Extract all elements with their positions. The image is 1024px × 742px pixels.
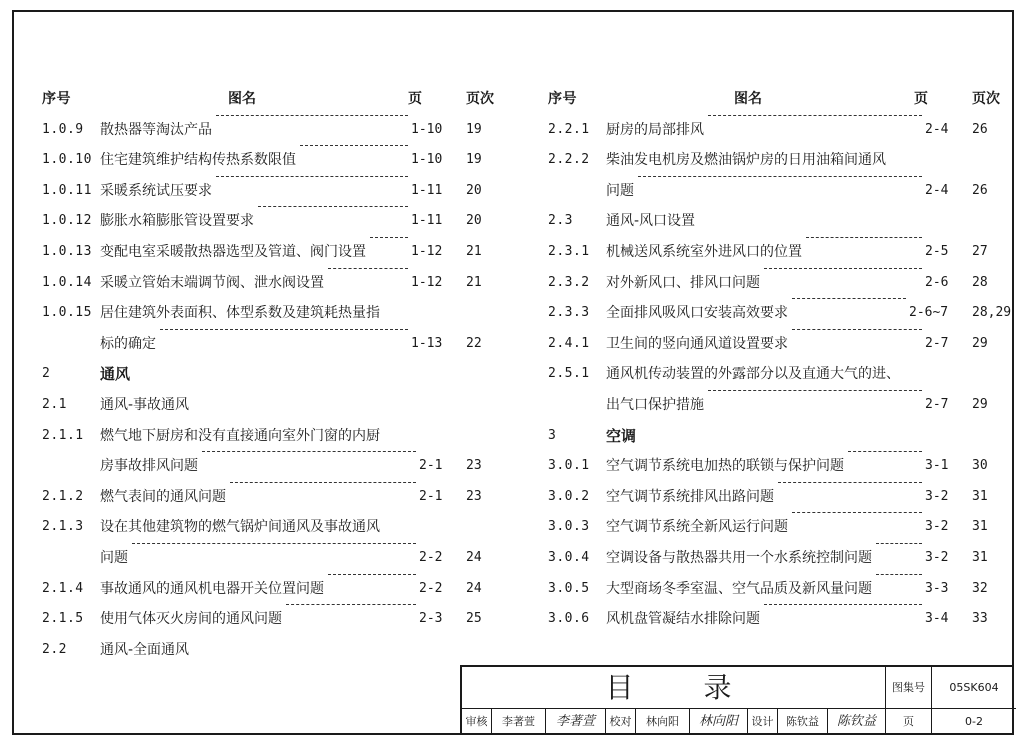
entry-page-no: 31 bbox=[972, 549, 988, 565]
sheet-title: 目录 bbox=[462, 667, 886, 709]
entry-number: 2.4.1 bbox=[548, 335, 590, 351]
dot-leader bbox=[778, 482, 922, 483]
entry-number: 2.3.1 bbox=[548, 243, 590, 259]
reviewer-name: 李著萱 bbox=[492, 709, 546, 735]
entry-page-no: 20 bbox=[466, 182, 482, 198]
toc-entry bbox=[38, 329, 508, 360]
page-label: 页 bbox=[886, 709, 932, 735]
entry-page: 2-2 bbox=[419, 580, 443, 596]
toc-entry bbox=[38, 421, 508, 452]
entry-title: 事故通风的通风机电器开关位置问题 bbox=[100, 580, 324, 597]
entry-page: 3-2 bbox=[925, 519, 949, 535]
entry-number: 2.1.1 bbox=[42, 427, 84, 443]
entry-title: 通风-事故通风 bbox=[100, 396, 190, 413]
toc-entry bbox=[544, 298, 1014, 329]
entry-title: 对外新风口、排风口问题 bbox=[606, 274, 760, 291]
designer-name: 陈钦益 bbox=[778, 709, 828, 735]
entry-number: 3.0.3 bbox=[548, 519, 590, 535]
toc-entry bbox=[544, 176, 1014, 207]
header-page: 页 bbox=[408, 91, 422, 107]
entry-number: 2.2.2 bbox=[548, 152, 590, 168]
entry-number: 2.1 bbox=[42, 396, 67, 412]
dot-leader bbox=[160, 329, 408, 330]
dot-leader bbox=[764, 268, 922, 269]
toc-entry bbox=[38, 145, 508, 176]
entry-page: 3-3 bbox=[925, 580, 949, 596]
toc-entry bbox=[38, 512, 508, 543]
entry-number: 1.0.9 bbox=[42, 121, 84, 137]
entry-title: 采暖系统试压要求 bbox=[100, 182, 212, 199]
entry-page-no: 22 bbox=[466, 335, 482, 351]
entry-title: 使用气体灭火房间的通风问题 bbox=[100, 611, 282, 628]
toc-entry bbox=[544, 390, 1014, 421]
review-label: 审核 bbox=[462, 709, 492, 735]
toc-entry bbox=[544, 329, 1014, 360]
toc-entry bbox=[544, 512, 1014, 543]
toc-entry bbox=[544, 145, 1014, 176]
dot-leader bbox=[876, 574, 922, 575]
entry-title: 空气调节系统排风出路问题 bbox=[606, 488, 774, 505]
entry-page-no: 26 bbox=[972, 121, 988, 137]
entry-page-no: 24 bbox=[466, 580, 482, 596]
entry-title: 房事故排风问题 bbox=[100, 458, 198, 475]
toc-entry bbox=[544, 237, 1014, 268]
entry-number: 1.0.11 bbox=[42, 182, 92, 198]
entry-title: 空调 bbox=[606, 426, 637, 445]
entry-number: 2.3.2 bbox=[548, 274, 590, 290]
toc-entry bbox=[38, 268, 508, 299]
dot-leader bbox=[370, 237, 408, 238]
entry-page-no: 33 bbox=[972, 611, 988, 627]
entry-title: 柴油发电机房及燃油锅炉房的日用油箱间通风 bbox=[606, 152, 886, 169]
design-label: 设计 bbox=[748, 709, 778, 735]
entry-page: 3-2 bbox=[925, 488, 949, 504]
entry-title: 厨房的局部排风 bbox=[606, 121, 704, 138]
toc-entry bbox=[38, 604, 508, 635]
entry-title: 出气口保护措施 bbox=[606, 396, 704, 413]
toc-entry bbox=[38, 543, 508, 574]
toc-entry bbox=[38, 390, 508, 421]
entry-title: 标的确定 bbox=[100, 335, 156, 352]
entry-title: 全面排风吸风口安装高效要求 bbox=[606, 305, 788, 322]
entry-page-no: 29 bbox=[972, 335, 988, 351]
entry-page: 2-7 bbox=[925, 396, 949, 412]
toc-entry bbox=[38, 206, 508, 237]
entry-number: 1.0.10 bbox=[42, 152, 92, 168]
entry-page: 1-10 bbox=[411, 121, 443, 137]
entry-number: 2.1.3 bbox=[42, 519, 84, 535]
entry-title: 通风-全面通风 bbox=[100, 641, 190, 658]
toc-entry bbox=[544, 115, 1014, 146]
entry-page-no: 23 bbox=[466, 488, 482, 504]
entry-page: 2-6 bbox=[925, 274, 949, 290]
entry-page: 2-4 bbox=[925, 182, 949, 198]
entry-title: 空气调节系统全新风运行问题 bbox=[606, 519, 788, 536]
entry-page: 2-4 bbox=[925, 121, 949, 137]
dot-leader bbox=[876, 543, 922, 544]
entry-page-no: 24 bbox=[466, 549, 482, 565]
toc-entry bbox=[544, 268, 1014, 299]
entry-page: 1-13 bbox=[411, 335, 443, 351]
entry-page: 1-12 bbox=[411, 243, 443, 259]
toc-entry bbox=[544, 359, 1014, 390]
reviewer-signature: 李著萱 bbox=[546, 709, 606, 735]
entry-page-no: 29 bbox=[972, 396, 988, 412]
entry-page-no: 25 bbox=[466, 611, 482, 627]
entry-page: 3-2 bbox=[925, 549, 949, 565]
entry-number: 2.1.5 bbox=[42, 611, 84, 627]
atlas-number: 05SK604 bbox=[932, 667, 1016, 709]
entry-title: 居住建筑外表面积、体型系数及建筑耗热量指 bbox=[100, 305, 380, 322]
entry-title: 大型商场冬季室温、空气品质及新风量问题 bbox=[606, 580, 872, 597]
toc-entry bbox=[38, 574, 508, 605]
title-block bbox=[460, 665, 1014, 735]
entry-page-no: 19 bbox=[466, 121, 482, 137]
toc-entry bbox=[544, 604, 1014, 635]
entry-page-no: 26 bbox=[972, 182, 988, 198]
entry-page-no: 19 bbox=[466, 152, 482, 168]
header-page-no: 页次 bbox=[466, 91, 494, 107]
entry-number: 2.1.4 bbox=[42, 580, 84, 596]
entry-page: 2-5 bbox=[925, 243, 949, 259]
entry-title: 空调设备与散热器共用一个水系统控制问题 bbox=[606, 549, 872, 566]
check-label: 校对 bbox=[606, 709, 636, 735]
entry-number: 3.0.6 bbox=[548, 611, 590, 627]
entry-page-no: 28 bbox=[972, 274, 988, 290]
entry-page-no: 28,29 bbox=[972, 305, 1012, 321]
entry-title: 通风-风口设置 bbox=[606, 213, 696, 230]
entry-title: 问题 bbox=[100, 549, 128, 566]
dot-leader bbox=[286, 604, 416, 605]
entry-page: 1-10 bbox=[411, 152, 443, 168]
dot-leader bbox=[708, 115, 922, 116]
entry-title: 设在其他建筑物的燃气锅炉间通风及事故通风 bbox=[100, 519, 380, 536]
toc-entry bbox=[544, 206, 1014, 237]
toc-entry bbox=[38, 482, 508, 513]
toc-entry bbox=[544, 543, 1014, 574]
entry-page-no: 21 bbox=[466, 243, 482, 259]
toc-entry bbox=[544, 421, 1014, 452]
entry-title: 卫生间的竖向通风道设置要求 bbox=[606, 335, 788, 352]
toc-entry bbox=[38, 359, 508, 390]
entry-page: 1-11 bbox=[411, 182, 443, 198]
dot-leader bbox=[230, 482, 416, 483]
dot-leader bbox=[216, 176, 408, 177]
entry-page: 1-12 bbox=[411, 274, 443, 290]
checker-name: 林向阳 bbox=[636, 709, 690, 735]
entry-number: 1.0.14 bbox=[42, 274, 92, 290]
entry-page-no: 23 bbox=[466, 458, 482, 474]
header-name: 图名 bbox=[734, 91, 762, 107]
header-page: 页 bbox=[914, 91, 928, 107]
entry-number: 3.0.1 bbox=[548, 458, 590, 474]
checker-signature: 林向阳 bbox=[690, 709, 748, 735]
entry-number: 1.0.15 bbox=[42, 305, 92, 321]
dot-leader bbox=[300, 145, 408, 146]
page-number: 0-2 bbox=[965, 715, 983, 728]
entry-page-no: 31 bbox=[972, 488, 988, 504]
dot-leader bbox=[132, 543, 416, 544]
toc-header bbox=[38, 84, 508, 115]
entry-page: 2-6~7 bbox=[909, 305, 949, 321]
entry-title: 变配电室采暖散热器选型及管道、阀门设置 bbox=[100, 243, 366, 260]
entry-number: 2.1.2 bbox=[42, 488, 84, 504]
dot-leader bbox=[792, 512, 922, 513]
entry-page-no: 30 bbox=[972, 458, 988, 474]
dot-leader bbox=[638, 176, 922, 177]
entry-number: 3.0.2 bbox=[548, 488, 590, 504]
entry-title: 机械送风系统室外进风口的位置 bbox=[606, 243, 802, 260]
entry-title: 通风 bbox=[100, 365, 131, 384]
entry-page: 3-1 bbox=[925, 458, 949, 474]
toc-header bbox=[544, 84, 1014, 115]
entry-page-no: 31 bbox=[972, 519, 988, 535]
entry-number: 1.0.12 bbox=[42, 213, 92, 229]
entry-page-no: 20 bbox=[466, 213, 482, 229]
dot-leader bbox=[764, 604, 922, 605]
entry-number: 3.0.4 bbox=[548, 549, 590, 565]
toc-entry bbox=[38, 451, 508, 482]
header-no: 序号 bbox=[42, 91, 71, 107]
header-page-no: 页次 bbox=[972, 91, 1000, 107]
dot-leader bbox=[792, 298, 906, 299]
entry-title: 散热器等淘汰产品 bbox=[100, 121, 212, 138]
dot-leader bbox=[202, 451, 416, 452]
toc-right-column bbox=[544, 84, 1014, 635]
header-no: 序号 bbox=[548, 91, 577, 107]
entry-number: 3 bbox=[548, 427, 557, 443]
entry-number: 2.2 bbox=[42, 641, 67, 657]
entry-page-no: 27 bbox=[972, 243, 988, 259]
dot-leader bbox=[708, 390, 922, 391]
toc-entry bbox=[38, 176, 508, 207]
toc-entry bbox=[38, 298, 508, 329]
entry-number: 3.0.5 bbox=[548, 580, 590, 596]
entry-page: 2-1 bbox=[419, 488, 443, 504]
dot-leader bbox=[258, 206, 408, 207]
dot-leader bbox=[806, 237, 922, 238]
toc-entry bbox=[544, 482, 1014, 513]
entry-title: 燃气地下厨房和没有直接通向室外门窗的内厨 bbox=[100, 427, 380, 444]
entry-title: 燃气表间的通风问题 bbox=[100, 488, 226, 505]
entry-title: 通风机传动装置的外露部分以及直通大气的进、 bbox=[606, 366, 900, 383]
dot-leader bbox=[216, 115, 408, 116]
toc-entry bbox=[544, 574, 1014, 605]
entry-number: 2.3.3 bbox=[548, 305, 590, 321]
toc-entry bbox=[38, 115, 508, 146]
designer-signature: 陈钦益 bbox=[828, 709, 886, 735]
entry-page: 1-11 bbox=[411, 213, 443, 229]
entry-page: 2-2 bbox=[419, 549, 443, 565]
entry-page: 2-1 bbox=[419, 458, 443, 474]
entry-title: 采暖立管始末端调节阀、泄水阀设置 bbox=[100, 274, 324, 291]
header-name: 图名 bbox=[228, 91, 256, 107]
toc-entry bbox=[38, 237, 508, 268]
toc-left-column bbox=[38, 84, 508, 665]
dot-leader bbox=[848, 451, 922, 452]
entry-title: 膨胀水箱膨胀管设置要求 bbox=[100, 213, 254, 230]
dot-leader bbox=[328, 574, 416, 575]
entry-title: 空气调节系统电加热的联锁与保护问题 bbox=[606, 458, 844, 475]
toc-entry bbox=[38, 635, 508, 666]
entry-title: 风机盘管凝结水排除问题 bbox=[606, 611, 760, 628]
entry-title: 住宅建筑维护结构传热系数限值 bbox=[100, 152, 296, 169]
entry-page: 3-4 bbox=[925, 611, 949, 627]
toc-entry bbox=[544, 451, 1014, 482]
entry-title: 问题 bbox=[606, 182, 634, 199]
entry-number: 2.5.1 bbox=[548, 366, 590, 382]
dot-leader bbox=[792, 329, 922, 330]
entry-page-no: 21 bbox=[466, 274, 482, 290]
entry-page-no: 32 bbox=[972, 580, 988, 596]
entry-number: 2 bbox=[42, 366, 51, 382]
entry-number: 1.0.13 bbox=[42, 243, 92, 259]
entry-page: 2-3 bbox=[419, 611, 443, 627]
atlas-label: 图集号 bbox=[886, 667, 932, 709]
dot-leader bbox=[328, 268, 408, 269]
entry-number: 2.3 bbox=[548, 213, 573, 229]
entry-number: 2.2.1 bbox=[548, 121, 590, 137]
entry-page: 2-7 bbox=[925, 335, 949, 351]
